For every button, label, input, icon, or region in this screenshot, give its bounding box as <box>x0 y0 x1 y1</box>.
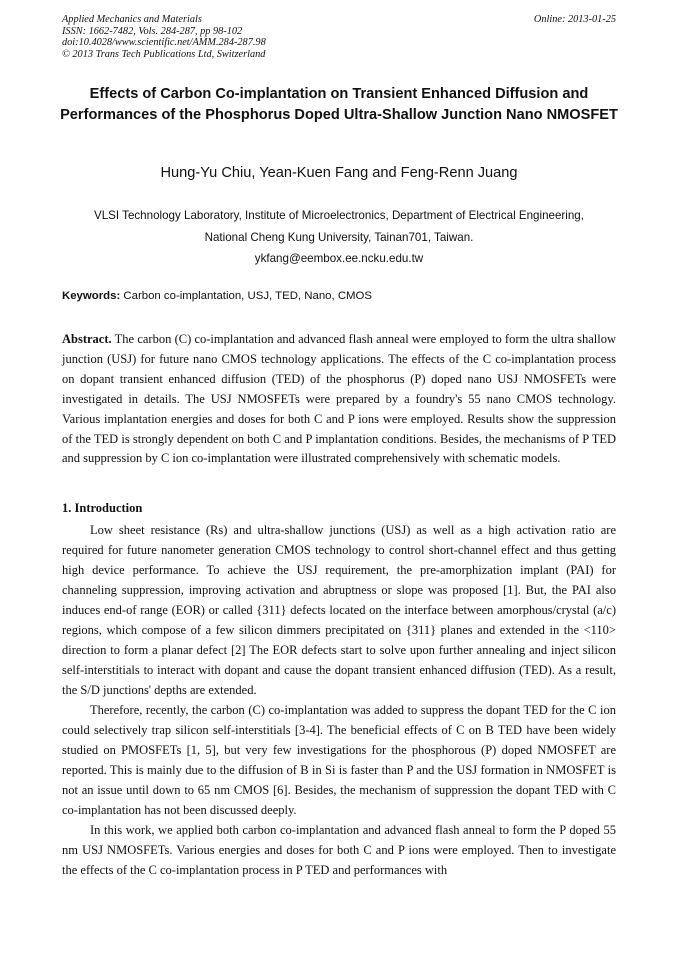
affiliation-line-2: National Cheng Kung University, Tainan701, Taiwan. <box>204 230 474 244</box>
keywords-text: Carbon co-implantation, USJ, TED, Nano, CMOS <box>123 290 372 302</box>
keywords <box>62 290 616 302</box>
copyright-line: © 2013 Trans Tech Publications Ltd, Switzerland <box>62 48 266 60</box>
author-email: ykfang@eembox.ee.ncku.edu.tw <box>254 252 424 265</box>
intro-paragraph-1: Low sheet resistance (Rs) and ultra-shallow junctions (USJ) as well as a high activation ratio are required for future nanometer generation CMOS technology to control short-channel effect and thus getting high device performance. To achieve the USJ requirement, the pre-amorphization implant (PAI) for channeling suppression, improving activation and abruptness or slope was proposed [1]. But, the PAI also induces end-of range (EOR) or called {311} defects located on the interface between amorphous/crystal (a/c) regions, which compose of a few silicon dimmers precipitated on {311} planes and extended in the <110> direction to form a planar defect [2] The EOR defects start to solve upon further annealing and inject silicon self-interstitials to interact with dopant and cause the dopant transient enhanced diffusion (TED). As a result, the S/D junctions' depths are extended. <box>62 523 616 697</box>
affiliation <box>40 205 638 270</box>
paper-title: Effects of Carbon Co-implantation on Transient Enhanced Diffusion and Performances of the Phosphorus Doped Ultra-Shallow Junction Nano NMOSFET <box>60 86 618 123</box>
keywords-label: Keywords: <box>62 290 121 302</box>
abstract-label: Abstract. <box>62 332 112 346</box>
journal-name: Applied Mechanics and Materials <box>62 14 202 25</box>
author-list: Hung-Yu Chiu, Yean-Kuen Fang and Feng-Renn Juang <box>160 165 518 181</box>
introduction-body <box>62 520 616 880</box>
journal-header <box>62 14 616 60</box>
online-date: Online: 2013-01-25 <box>533 14 616 25</box>
intro-paragraph-2: Therefore, recently, the carbon (C) co-implantation was added to suppress the dopant TED for the C ion could selectively trap silicon self-interstitials [3-4]. The beneficial effects of C on B TED have been widely studied on PMOSFETs [1, 5], but very few investigations for the phosphorous (P) doped NMOSFET are reported. This is mainly due to the diffusion of B in Si is faster than P and the USJ formation in NMOSFET is not an issue until down to 65 nm CMOS [6]. Besides, the mechanism of suppression the dopant TED with C co-implantation has not been discussed deeply. <box>62 703 616 817</box>
abstract-text: The carbon (C) co-implantation and advanced flash anneal were employed to form the ultra shallow junction (USJ) for future nano CMOS technology applications. The effects of the C co-implantation process on dopant transient enhanced diffusion (TED) of the phosphorus (P) doped nano USJ NMOSFETs were investigated in details. The USJ NMOSFETs were prepared by a foundry's 55 nano CMOS technology. Various implantation energies and doses for both C and P ions were employed. Results show the suppression of the TED is strongly dependent on both C and P implantation conditions. Besides, the mechanisms of P TED and suppression by C ion co-implantation were illustrated comprehensively with schematic models. <box>62 332 616 466</box>
abstract <box>62 330 616 469</box>
issn-line: ISSN: 1662-7482, Vols. 284-287, pp 98-102 <box>62 25 243 37</box>
doi-line: doi:10.4028/www.scientific.net/AMM.284-287.98 <box>62 37 266 49</box>
affiliation-line-1: VLSI Technology Laboratory, Institute of Microelectronics, Department of Electrical Engineering, <box>94 209 584 222</box>
intro-paragraph-3: In this work, we applied both carbon co-implantation and advanced flash anneal to form the P doped 55 nm USJ NMOSFETs. Various energies and doses for both C and P ions were employed. Then to investigate the effects of the C co-implantation process in P TED and performances with <box>62 823 616 877</box>
section-heading-introduction: 1. Introduction <box>62 501 143 515</box>
